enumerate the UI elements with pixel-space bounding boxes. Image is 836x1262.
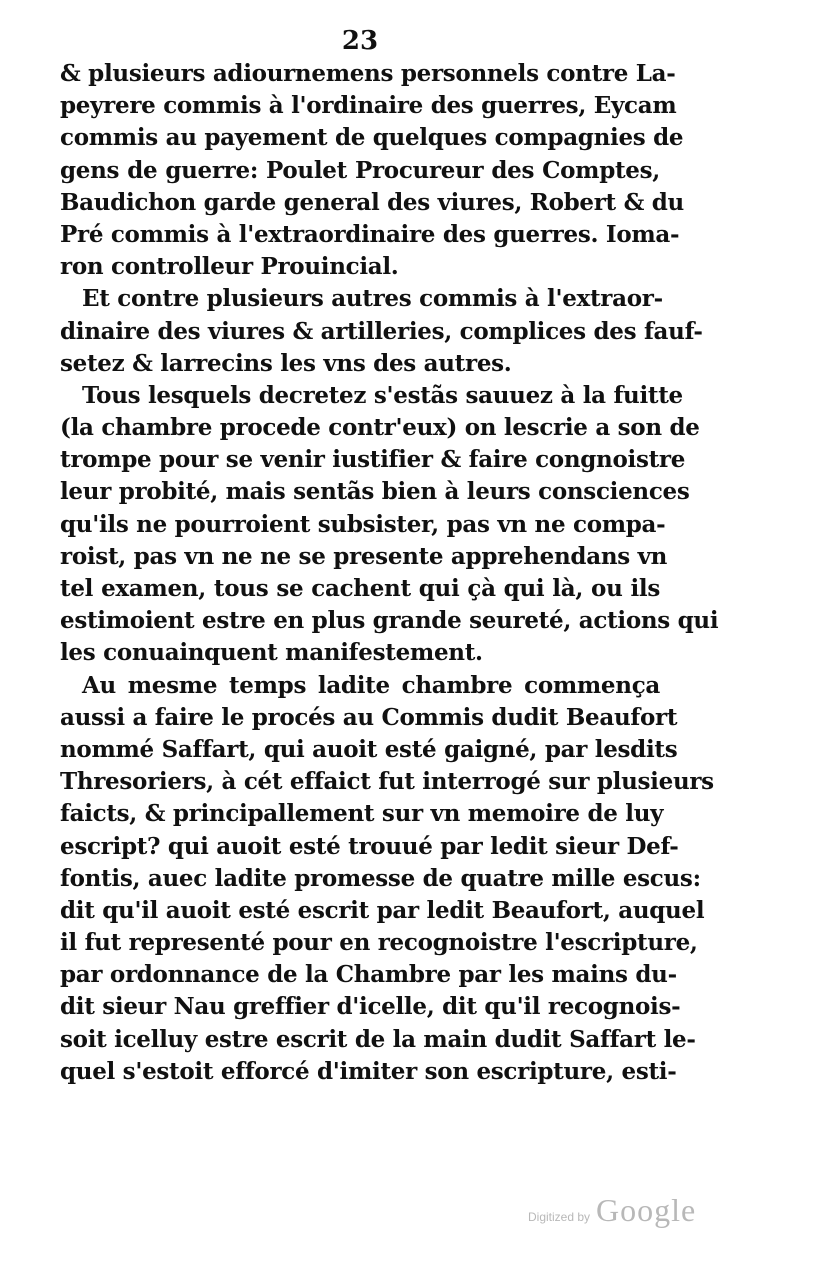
text-line: commis au payement de quelques compagnies de bbox=[60, 124, 684, 152]
text-line: il fut representé pour en recognoistre l'escripture, bbox=[60, 929, 698, 957]
page-number: 23 bbox=[341, 26, 379, 56]
watermark-prefix: Digitized by bbox=[528, 1210, 591, 1224]
text-line: soit icelluy estre escrit de la main dudit Saffart le- bbox=[60, 1025, 696, 1053]
text-line: (la chambre procede contr'eux) on lescrie a son de bbox=[60, 414, 700, 442]
text-line: trompe pour se venir iustifier & faire congnoistre bbox=[60, 446, 686, 474]
text-line: aussi a faire le procés au Commis dudit Beaufort bbox=[60, 703, 678, 731]
text-line: qu'ils ne pourroient subsister, pas vn ne compa- bbox=[60, 510, 666, 538]
text-line: leur probité, mais sentãs bien à leurs consciences bbox=[60, 478, 690, 506]
body-text bbox=[60, 58, 719, 1088]
text-line: Et contre plusieurs autres commis à l'extraor- bbox=[82, 285, 663, 313]
text-line: Thresoriers, à cét effaict fut interrogé sur plusieurs bbox=[60, 768, 714, 796]
text-line: estimoient estre en plus grande seureté, actions qui bbox=[60, 607, 719, 635]
text-line: faicts, & principallement sur vn memoire de luy bbox=[60, 800, 664, 828]
text-line: nommé Saffart, qui auoit esté gaigné, par lesdits bbox=[60, 735, 678, 763]
text-line: dit qu'il auoit esté escrit par ledit Beaufort, auquel bbox=[60, 896, 705, 924]
text-line: dit sieur Nau greffier d'icelle, dit qu'il recognois- bbox=[60, 993, 681, 1021]
text-line: peyrere commis à l'ordinaire des guerres, Eycam bbox=[60, 92, 677, 120]
text-line: fontis, auec ladite promesse de quatre mille escus: bbox=[60, 864, 701, 892]
text-line: roist, pas vn ne ne se presente apprehendans vn bbox=[60, 542, 668, 570]
text-line: & plusieurs adiournemens personnels contre La- bbox=[60, 60, 676, 87]
text-line: gens de guerre: Poulet Procureur des Comptes, bbox=[60, 156, 660, 184]
text-line: Au mesme temps ladite chambre commença bbox=[82, 671, 660, 699]
text-line: par ordonnance de la Chambre par les mains du- bbox=[60, 961, 677, 989]
text-line: Tous lesquels decretez s'estãs sauuez à la fuitte bbox=[82, 381, 683, 409]
text-line: dinaire des viures & artilleries, complices des fauf- bbox=[60, 317, 703, 345]
text-line: quel s'estoit efforcé d'imiter son escripture, esti- bbox=[60, 1057, 677, 1085]
text-line: Pré commis à l'extraordinaire des guerres. Ioma- bbox=[60, 220, 680, 248]
text-line: Baudichon garde general des viures, Robert & du bbox=[60, 188, 684, 216]
google-logo: Google bbox=[596, 1192, 697, 1228]
text-line: les conuainquent manifestement. bbox=[60, 639, 483, 667]
text-line: ron controlleur Prouincial. bbox=[60, 253, 399, 281]
text-line: setez & larrecins les vns des autres. bbox=[60, 349, 512, 377]
text-line: escript? qui auoit esté trouué par ledit sieur Def- bbox=[60, 832, 679, 860]
text-line: tel examen, tous se cachent qui çà qui là, ou ils bbox=[60, 575, 660, 602]
digitized-watermark bbox=[528, 1192, 696, 1229]
